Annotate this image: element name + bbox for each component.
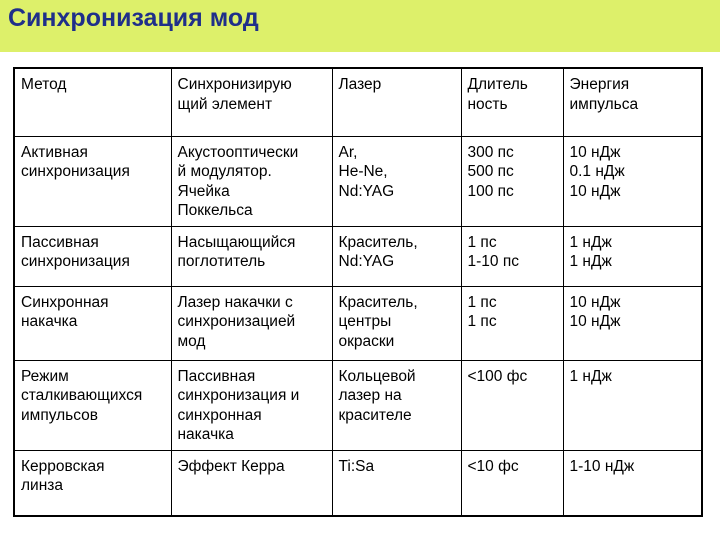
cell-pulse-energy: 1 нДж bbox=[563, 360, 702, 450]
cell-laser: Ti:Sa bbox=[332, 450, 461, 516]
cell-pulse-energy: 10 нДж 10 нДж bbox=[563, 286, 702, 360]
header-laser: Лазер bbox=[332, 68, 461, 136]
table-row bbox=[14, 226, 702, 286]
cell-sync-element: Лазер накачки с синхронизацией мод bbox=[171, 286, 332, 360]
cell-duration: <10 фс bbox=[461, 450, 563, 516]
cell-method: Синхронная накачка bbox=[14, 286, 171, 360]
table-row bbox=[14, 360, 702, 450]
table-header-row bbox=[14, 68, 702, 136]
cell-laser: Кольцевой лазер на красителе bbox=[332, 360, 461, 450]
cell-method: Режим сталкивающихся импульсов bbox=[14, 360, 171, 450]
cell-duration: 1 пс 1 пс bbox=[461, 286, 563, 360]
cell-duration: 300 пс 500 пс 100 пс bbox=[461, 136, 563, 226]
cell-laser: Ar, He-Ne, Nd:YAG bbox=[332, 136, 461, 226]
cell-laser: Краситель, центры окраски bbox=[332, 286, 461, 360]
cell-laser: Краситель, Nd:YAG bbox=[332, 226, 461, 286]
cell-pulse-energy: 1-10 нДж bbox=[563, 450, 702, 516]
cell-method: Пассивная синхронизация bbox=[14, 226, 171, 286]
table-row bbox=[14, 136, 702, 226]
cell-sync-element: Акустооптически й модулятор. Ячейка Поккельса bbox=[171, 136, 332, 226]
cell-pulse-energy: 1 нДж 1 нДж bbox=[563, 226, 702, 286]
table-row bbox=[14, 286, 702, 360]
cell-method: Керровская линза bbox=[14, 450, 171, 516]
header-duration: Длитель ность bbox=[461, 68, 563, 136]
header-pulse-energy: Энергия импульса bbox=[563, 68, 702, 136]
header-sync-element: Синхронизирую щий элемент bbox=[171, 68, 332, 136]
cell-duration: <100 фс bbox=[461, 360, 563, 450]
slide-title: Синхронизация мод bbox=[8, 4, 259, 32]
header-method: Метод bbox=[14, 68, 171, 136]
cell-method: Активная синхронизация bbox=[14, 136, 171, 226]
cell-sync-element: Насыщающийся поглотитель bbox=[171, 226, 332, 286]
mode-locking-table bbox=[13, 67, 703, 517]
cell-pulse-energy: 10 нДж 0.1 нДж 10 нДж bbox=[563, 136, 702, 226]
table-row bbox=[14, 450, 702, 516]
cell-sync-element: Эффект Керра bbox=[171, 450, 332, 516]
cell-duration: 1 пс 1-10 пс bbox=[461, 226, 563, 286]
cell-sync-element: Пассивная синхронизация и синхронная накачка bbox=[171, 360, 332, 450]
